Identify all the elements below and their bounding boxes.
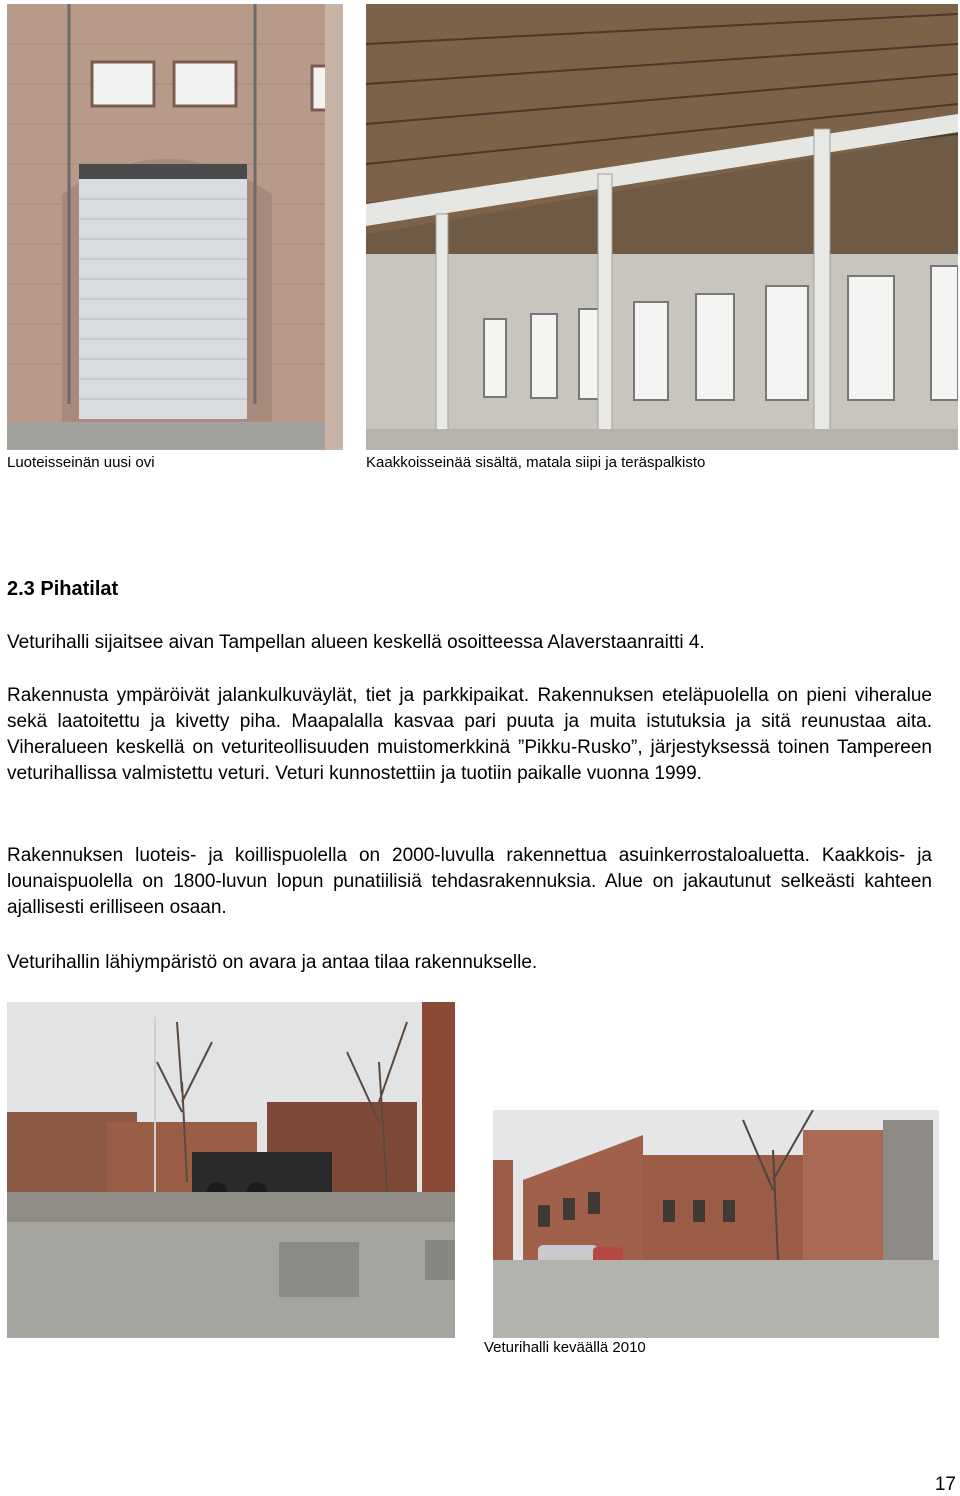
photo-southeast-interior (366, 4, 958, 450)
section-heading: 2.3 Pihatilat (7, 578, 119, 600)
page-number: 17 (934, 1474, 956, 1495)
paragraph-neighbourhood: Rakennuksen luoteis- ja koillispuolella on 2000-luvulla rakennettua asuinkerrostaloaluetta. Kaakkois- ja lounaispuolella on 1800-luvun lopun punatiilisiä tehdasrakennuksia. Alue on jakautunut selkeästi kahteen ajallisesti erilliseen osaan. (7, 845, 932, 918)
photo-caption-top-left: Luoteisseinän uusi ovi (7, 454, 155, 471)
photo-courtyard-locomotive (7, 1002, 455, 1338)
paragraph-surroundings: Rakennusta ympäröivät jalankulkuväylät, tiet ja parkkipaikat. Rakennuksen eteläpuolella on pieni viheralue sekä laatoitettu ja kivetty piha. Maapalalla kasvaa pari puuta ja muita istutuksia ja sitä reunustaa aita. Viheralueen keskellä on veturiteollisuuden muistomerkkinä ”Pikku-Rusko”, järjestyksessä toinen Tampereen veturihallissa valmistettu veturi. Veturi kunnostettiin ja tuotiin paikalle vuonna 1999. (7, 685, 932, 784)
photo-caption-bottom-right: Veturihalli keväällä 2010 (484, 1339, 646, 1356)
photo-northwest-door (7, 4, 343, 450)
photo-building-spring-2010 (493, 1110, 939, 1338)
paragraph-environment: Veturihallin lähiympäristö on avara ja antaa tilaa rakennukselle. (7, 952, 538, 973)
photo-caption-top-right: Kaakkoisseinää sisältä, matala siipi ja teräspalkisto (366, 454, 706, 471)
paragraph-location: Veturihalli sijaitsee aivan Tampellan alueen keskellä osoitteessa Alaverstaanraitti 4. (7, 632, 705, 653)
